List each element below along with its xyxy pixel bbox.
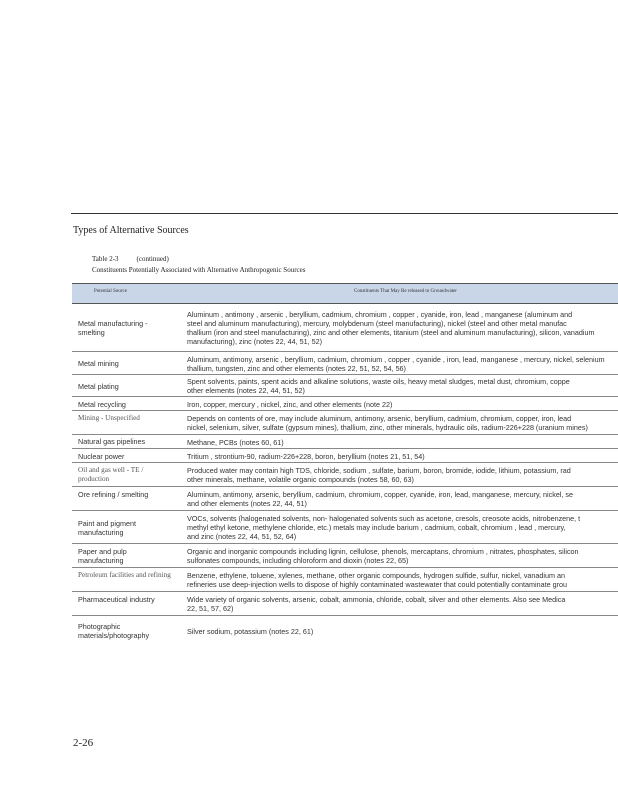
- row-constituents: [187, 595, 618, 613]
- constituents-line: Produced water may contain high TDS, chloride, sodium , sulfate, barium, boron, bromide, iodide, lithium, potassium, rad: [187, 466, 571, 475]
- constituents-line: nickel, selenium, silver, sulfate (gypsum mines), thallium, zinc, other minerals, hydraulic oils, radium-226+228 (uranium mines): [187, 423, 588, 432]
- row-source: Ore refining / smelting: [78, 490, 149, 499]
- table-row: [72, 435, 618, 449]
- table-row: [72, 352, 618, 375]
- constituents-line: VOCs, solvents (halogenated solvents, non- halogenated solvents such as acetone, cresols, creosote acids, nitrobenzene, t: [187, 514, 581, 523]
- row-source: Natural gas pipelines: [78, 437, 146, 446]
- table-continued: (continued): [136, 255, 169, 263]
- row-source: Metal plating: [78, 381, 119, 391]
- table-row: [72, 616, 618, 646]
- page-number: 2-26: [73, 737, 94, 749]
- table-body: [72, 304, 618, 646]
- top-rule: [71, 213, 618, 214]
- constituents-line: steel and aluminum manufacturing), mercury, molybdenum (steel manufacturing), nickel (steel and other metal manufac: [187, 319, 567, 328]
- constituents-line: Aluminum, antimony, arsenic , beryllium, cadmium, chromium , copper , cyanide , iron, lead, manganese , mercury, nickel, selenium: [187, 354, 605, 364]
- constituents-line: Methane, PCBs (notes 60, 61): [187, 437, 284, 447]
- constituents-line: thallium, tungsten, zinc and other elements (notes 22, 51, 52, 54, 56): [187, 363, 406, 373]
- constituents-line: Aluminum, antimony, arsenic, beryllium, cadmium, chromium, copper, cyanide, iron, lead, manganese, mercury, nickel, se: [187, 490, 574, 499]
- table-header: [72, 283, 618, 304]
- row-constituents: [187, 452, 618, 461]
- constituents-line: Tritium , strontium-90, radium-226+228, boron, beryllium (notes 21, 51, 54): [187, 451, 425, 461]
- section-title: Types of Alternative Sources: [73, 225, 189, 236]
- row-constituents: [187, 490, 618, 508]
- table-label: [92, 255, 169, 263]
- header-source: Potential Source: [94, 289, 127, 294]
- row-constituents: [187, 355, 618, 373]
- constituents-line: 22, 51, 57, 62): [187, 604, 234, 613]
- constituents-line: refineries use deep-injection wells to dispose of highly contaminated wastewater that could potentially contaminate grou: [187, 580, 567, 589]
- row-constituents: [187, 310, 618, 346]
- constituents-line: manufacturing), zinc (notes 22, 44, 51, 52): [187, 337, 323, 346]
- table-row: [72, 487, 618, 511]
- row-source: Paper and pulp manufacturing: [78, 547, 127, 565]
- table-number: Table 2-3: [92, 255, 119, 263]
- constituents-line: methyl ethyl ketone, methylene chloride, etc.) metals may include barium , cadmium, cobalt, chromium , lead , mercury,: [187, 523, 566, 532]
- row-source: Photographic materials/photography: [78, 622, 150, 640]
- constituents-line: and other elements (notes 22, 44, 51): [187, 499, 307, 508]
- table-row: [72, 411, 618, 435]
- table-row: [72, 463, 618, 487]
- table-row: [72, 375, 618, 397]
- constituents-line: Iron, copper, mercury , nickel, zinc, and other elements (note 22): [187, 399, 393, 409]
- constituents-line: Depends on contents of ore, may include aluminum, antimony, arsenic, beryllium, cadmium, chromium, copper, iron, lead: [187, 414, 572, 423]
- row-constituents: [187, 514, 618, 541]
- table-row: [72, 544, 618, 568]
- row-constituents: [187, 377, 618, 395]
- row-constituents: [187, 571, 618, 589]
- row-constituents: [187, 547, 618, 565]
- table-row: [72, 592, 618, 616]
- constituents-line: Silver sodium, potassium (notes 22, 61): [187, 626, 314, 636]
- constituents-line: Wide variety of organic solvents, arsenic, cobalt, ammonia, chloride, cobalt, silver and other elements. Also see Medica: [187, 595, 566, 604]
- constituents-line: sulfonates compounds, including chloroform and dioxin (notes 22, 65): [187, 556, 409, 565]
- table-row: [72, 511, 618, 544]
- row-constituents: [187, 466, 618, 484]
- constituents-line: Aluminum , antimony , arsenic , beryllium, cadmium, chromium , copper , cyanide, iron, lead , manganese (aluminum and: [187, 310, 573, 319]
- row-constituents: [187, 414, 618, 432]
- table-row: [72, 397, 618, 411]
- row-source: Metal mining: [78, 359, 119, 368]
- constituents-line: thallium (iron and steel manufacturing), zinc and other elements, titanium (steel and aluminum manufacturing), silicon, vanadium: [187, 328, 595, 337]
- row-constituents: [187, 627, 618, 636]
- constituents-line: Spent solvents, paints, spent acids and alkaline solutions, waste oils, heavy metal sludges, metal dust, chromium, coppe: [187, 377, 570, 386]
- row-source: Pharmaceutical industry: [78, 595, 155, 604]
- header-constituents: Constituents That May Be released to Groundwater: [354, 289, 457, 294]
- row-constituents: [187, 438, 618, 447]
- constituents-table: [72, 283, 618, 646]
- row-source: Paint and pigment manufacturing: [78, 518, 136, 537]
- table-row: [72, 568, 618, 592]
- row-source: Metal manufacturing - smelting: [78, 319, 148, 337]
- row-source: Metal recycling: [78, 399, 126, 409]
- row-constituents: [187, 400, 618, 409]
- constituents-line: other elements (notes 22, 44, 51, 52): [187, 386, 305, 395]
- table-caption: Constituents Potentially Associated with Alternative Anthropogenic Sources: [92, 266, 306, 274]
- table-row: [72, 449, 618, 463]
- constituents-line: other minerals, methane, volatile organic compounds (notes 58, 60, 63): [187, 475, 414, 484]
- row-source: Mining - Unspecified: [78, 414, 140, 422]
- row-source: Petroleum facilities and refining: [78, 571, 171, 579]
- row-source: Nuclear power: [78, 451, 125, 461]
- row-source: Oil and gas well - TE / production: [78, 466, 144, 483]
- constituents-line: Benzene, ethylene, toluene, xylenes, methane, other organic compounds, hydrogen sulfide, sulfur, nickel, vanadium an: [187, 571, 565, 580]
- constituents-line: and zinc (notes 22, 44, 51, 52, 64): [187, 532, 297, 541]
- constituents-line: Organic and inorganic compounds including lignin, cellulose, phenols, mercaptans, chromium , nitrates, phosphates, silicon: [187, 547, 579, 556]
- table-row: [72, 304, 618, 352]
